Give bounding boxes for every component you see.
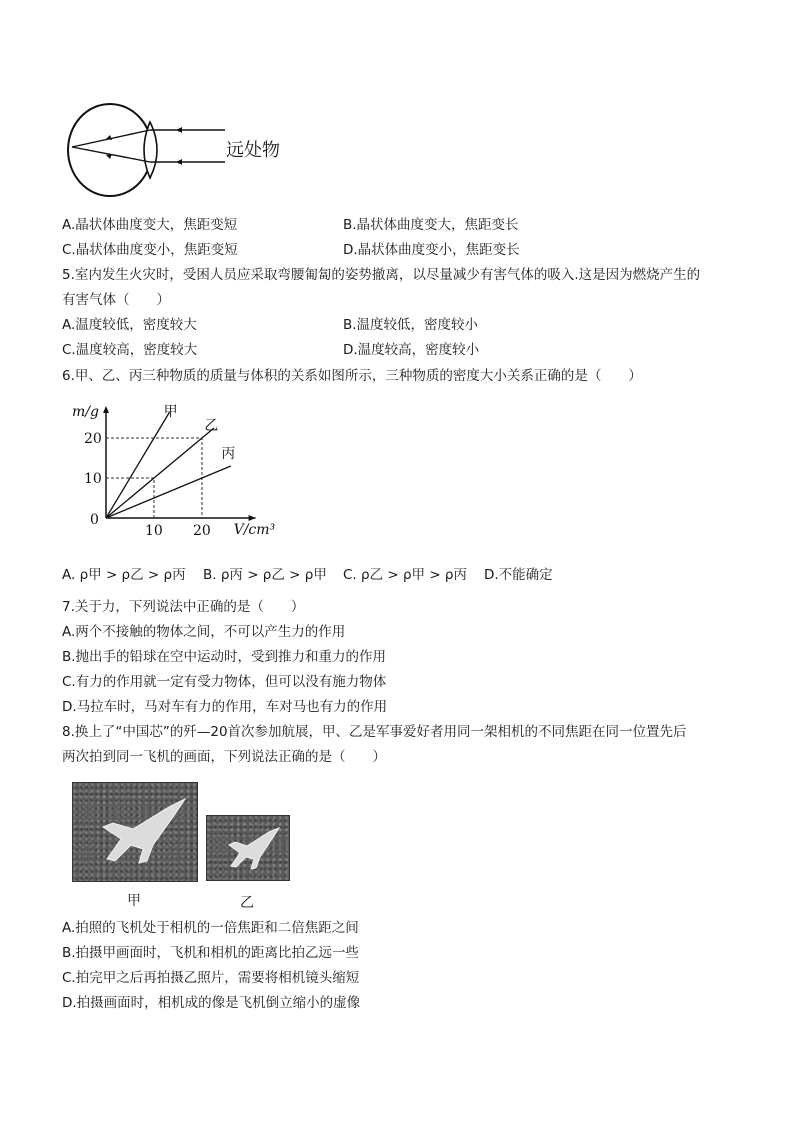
q7-stem: 7.关于力，下列说法中正确的是（ ） xyxy=(62,599,305,615)
y-tick-20: 20 xyxy=(84,431,102,447)
q5-stem-line1: 5.室内发生火灾时，受困人员应采取弯腰匍匐的姿势撤离，以尽量减少有害气体的吸入.这是因为燃烧产生的 xyxy=(62,267,701,283)
q6-option-c: C. ρ乙 > ρ甲 > ρ丙 xyxy=(343,567,468,583)
series-line-0 xyxy=(106,412,170,518)
q4-option-c: C.晶状体曲度变小，焦距变短 xyxy=(62,242,238,258)
q5-stem-line2: 有害气体（ ） xyxy=(62,292,170,308)
series-label-1: 乙 xyxy=(204,418,219,434)
y-tick-10: 10 xyxy=(84,471,102,487)
series-line-1 xyxy=(106,428,214,518)
q7-option-a: A.两个不接触的物体之间，不可以产生力的作用 xyxy=(62,624,346,640)
jet-icon xyxy=(73,783,197,881)
series-label-0: 甲 xyxy=(163,404,178,420)
photo-label-jia: 甲 xyxy=(127,893,141,909)
q5-option-b: B.温度较低，密度较小 xyxy=(343,317,479,333)
x-tick-20: 20 xyxy=(193,523,211,539)
q7-option-b: B.抛出手的铅球在空中运动时，受到推力和重力的作用 xyxy=(62,649,387,665)
mass-volume-chart xyxy=(62,400,292,548)
q7-option-d: D.马拉车时，马对车有力的作用，车对马也有力的作用 xyxy=(62,699,388,715)
x-tick-10: 10 xyxy=(145,523,163,539)
q6-option-d: D.不能确定 xyxy=(484,567,553,583)
series-label-2: 丙 xyxy=(221,446,236,462)
q6-option-b: B. ρ丙 > ρ乙 > ρ甲 xyxy=(203,567,327,583)
origin-label: 0 xyxy=(90,512,99,528)
photo-label-yi: 乙 xyxy=(240,895,254,911)
x-axis-label: V/cm³ xyxy=(233,522,276,538)
eyeball xyxy=(68,104,152,196)
q5-option-c: C.温度较高，密度较大 xyxy=(62,342,198,358)
y-axis-label: m/g xyxy=(72,404,99,420)
photo-yi xyxy=(206,815,290,881)
photo-jia xyxy=(72,782,198,882)
q8-option-a: A.拍照的飞机处于相机的一倍焦距和二倍焦距之间 xyxy=(62,920,359,936)
far-object-label: 远处物 xyxy=(226,140,280,161)
q6-option-a: A. ρ甲 > ρ乙 > ρ丙 xyxy=(62,567,186,583)
q8-option-c: C.拍完甲之后再拍摄乙照片，需要将相机镜头缩短 xyxy=(62,970,360,986)
jet-icon xyxy=(207,816,289,880)
q8-option-d: D.拍摄画面时，相机成的像是飞机倒立缩小的虚像 xyxy=(62,995,361,1011)
q4-option-a: A.晶状体曲度变大，焦距变短 xyxy=(62,217,238,233)
x-axis-arrow xyxy=(249,515,256,521)
q8-option-b: B.拍摄甲画面时，飞机和相机的距离比拍乙远一些 xyxy=(62,945,360,961)
q5-option-a: A.温度较低，密度较大 xyxy=(62,317,197,333)
q6-stem: 6.甲、乙、丙三种物质的质量与体积的关系如图所示，三种物质的密度大小关系正确的是（ ） xyxy=(62,368,642,384)
q8-stem-line1: 8.换上了“中国芯”的歼—20首次参加航展，甲、乙是军事爱好者用同一架相机的不同焦距在同一位置先后 xyxy=(62,724,687,740)
q4-option-d: D.晶状体曲度变小，焦距变长 xyxy=(343,242,520,258)
q4-option-b: B.晶状体曲度变大，焦距变长 xyxy=(343,217,519,233)
q7-option-c: C.有力的作用就一定有受力物体，但可以没有施力物体 xyxy=(62,674,387,690)
q5-option-d: D.温度较高，密度较小 xyxy=(343,342,480,358)
series-line-2 xyxy=(106,466,231,518)
y-axis-arrow xyxy=(103,406,109,413)
q8-stem-line2: 两次拍到同一飞机的画面，下列说法正确的是（ ） xyxy=(62,749,386,765)
